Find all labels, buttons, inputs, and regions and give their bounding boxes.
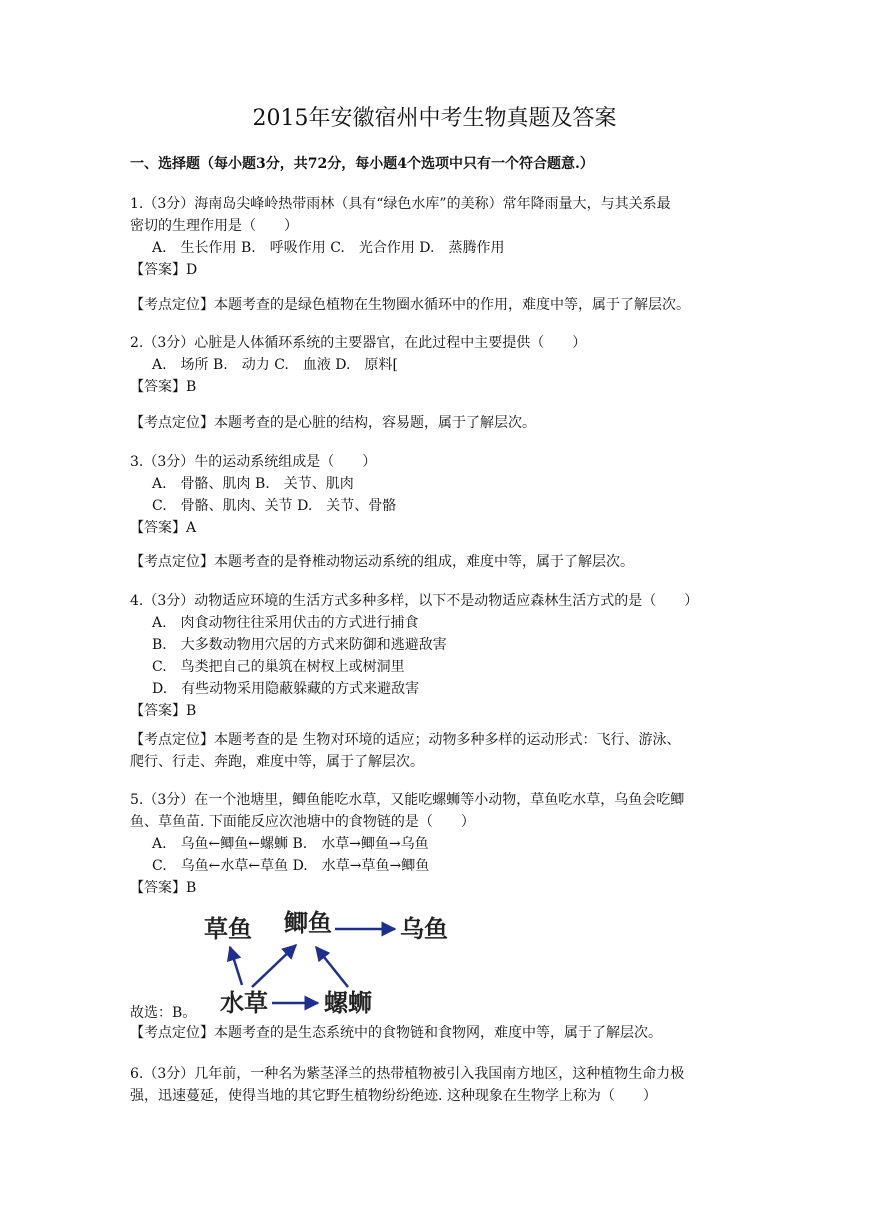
analysis-2 xyxy=(130,412,750,434)
arrow-shuicao-to-jiyu xyxy=(252,945,296,987)
answer: 【答案】D xyxy=(130,262,198,278)
analysis-4 xyxy=(130,729,750,773)
analysis-1 xyxy=(130,294,750,316)
question-6 xyxy=(130,1063,742,1107)
analysis-line: 【考点定位】本题考查的是脊椎动物运动系统的组成，难度中等，属于了解层次。 xyxy=(130,554,634,570)
question-option-b: B. 大多数动物用穴居的方式来防御和逃避敌害 xyxy=(152,637,447,653)
analysis-line: 爬行、行走、奔跑，难度中等，属于了解层次。 xyxy=(130,754,424,770)
analysis-5 xyxy=(130,1022,750,1044)
question-1 xyxy=(130,193,742,281)
question-4 xyxy=(130,590,770,722)
question-stem-line: 2.（3分）心脏是人体循环系统的主要器官，在此过程中主要提供（ ） xyxy=(130,335,587,351)
question-stem-line: 强，迅速蔓延，使得当地的其它野生植物纷纷绝迹. 这种现象在生物学上称为（ ） xyxy=(130,1088,657,1104)
question-options: C. 乌鱼←水草←草鱼 D. 水草→草鱼→鲫鱼 xyxy=(152,858,430,874)
question-options: C. 骨骼、肌肉、关节 D. 关节、骨骼 xyxy=(152,498,397,514)
question-options: A. 生长作用 B. 呼吸作用 C. 光合作用 D. 蒸腾作用 xyxy=(152,240,505,256)
question-3 xyxy=(130,451,742,539)
question-stem-line: 鱼、草鱼苗. 下面能反应次池塘中的食物链的是（ ） xyxy=(130,814,475,830)
question-stem-line: 5.（3分）在一个池塘里，鲫鱼能吃水草，又能吃螺蛳等小动物，草鱼吃水草，乌鱼会吃鲫 xyxy=(130,792,685,808)
answer: 【答案】B xyxy=(130,703,197,719)
conclusion: 故选：B。 xyxy=(130,1005,197,1021)
question-stem-line: 6.（3分）几年前，一种名为紫茎泽兰的热带植物被引入我国南方地区，这种植物生命力极 xyxy=(130,1066,685,1082)
node-luosi: 螺蛳 xyxy=(324,989,372,1017)
question-stem-line: 3.（3分）牛的运动系统组成是（ ） xyxy=(130,454,377,470)
analysis-line: 【考点定位】本题考查的是生态系统中的食物链和食物网，难度中等，属于了解层次。 xyxy=(130,1025,662,1041)
food-web-diagram xyxy=(200,905,460,1020)
question-options: A. 场所 B. 动力 C. 血液 D. 原料[ xyxy=(152,357,398,373)
question-stem-line: 1.（3分）海南岛尖峰岭热带雨林（具有“绿色水库”的美称）常年降雨量大，与其关系最 xyxy=(130,196,671,212)
answer: 【答案】B xyxy=(130,880,197,896)
question-option-c: C. 鸟类把自己的巢筑在树杈上或树洞里 xyxy=(152,659,405,675)
answer: 【答案】A xyxy=(130,520,197,536)
analysis-line: 【考点定位】本题考查的是心脏的结构，容易题，属于了解层次。 xyxy=(130,415,536,431)
node-shuicao: 水草 xyxy=(220,989,268,1017)
question-stem-line: 4.（3分）动物适应环境的生活方式多种多样，以下不是动物适应森林生活方式的是（ ） xyxy=(130,593,699,609)
question-2 xyxy=(130,332,742,398)
question-option-a: A. 肉食动物往往采用伏击的方式进行捕食 xyxy=(152,615,419,631)
question-stem-line: 密切的生理作用是（ ） xyxy=(130,218,298,234)
page-title: 2015年安徽宿州中考生物真题及答案 xyxy=(252,106,617,131)
question-5 xyxy=(130,789,742,899)
node-wuyu: 乌鱼 xyxy=(400,915,448,943)
analysis-line: 【考点定位】本题考查的是 生物对环境的适应；动物多种多样的运动形式：飞行、游泳、 xyxy=(130,732,681,748)
answer: 【答案】B xyxy=(130,379,197,395)
node-jiyu: 鲫鱼 xyxy=(284,909,332,937)
question-options: A. 骨骼、肌肉 B. 关节、肌肉 xyxy=(152,476,354,492)
section-heading: 一、选择题（每小题3分，共72分，每小题4个选项中只有一个符合题意.） xyxy=(130,156,594,172)
question-options: A. 乌鱼←鲫鱼←螺蛳 B. 水草→鲫鱼→乌鱼 xyxy=(152,836,429,852)
analysis-line: 【考点定位】本题考查的是绿色植物在生物圈水循环中的作用，难度中等，属于了解层次。 xyxy=(130,297,690,313)
analysis-3 xyxy=(130,551,750,573)
arrow-luosi-to-jiyu xyxy=(316,947,348,987)
arrow-shuicao-to-caoyu xyxy=(230,947,242,985)
node-caoyu: 草鱼 xyxy=(204,915,252,943)
question-option-d: D. 有些动物采用隐蔽躲藏的方式来避敌害 xyxy=(152,681,420,697)
